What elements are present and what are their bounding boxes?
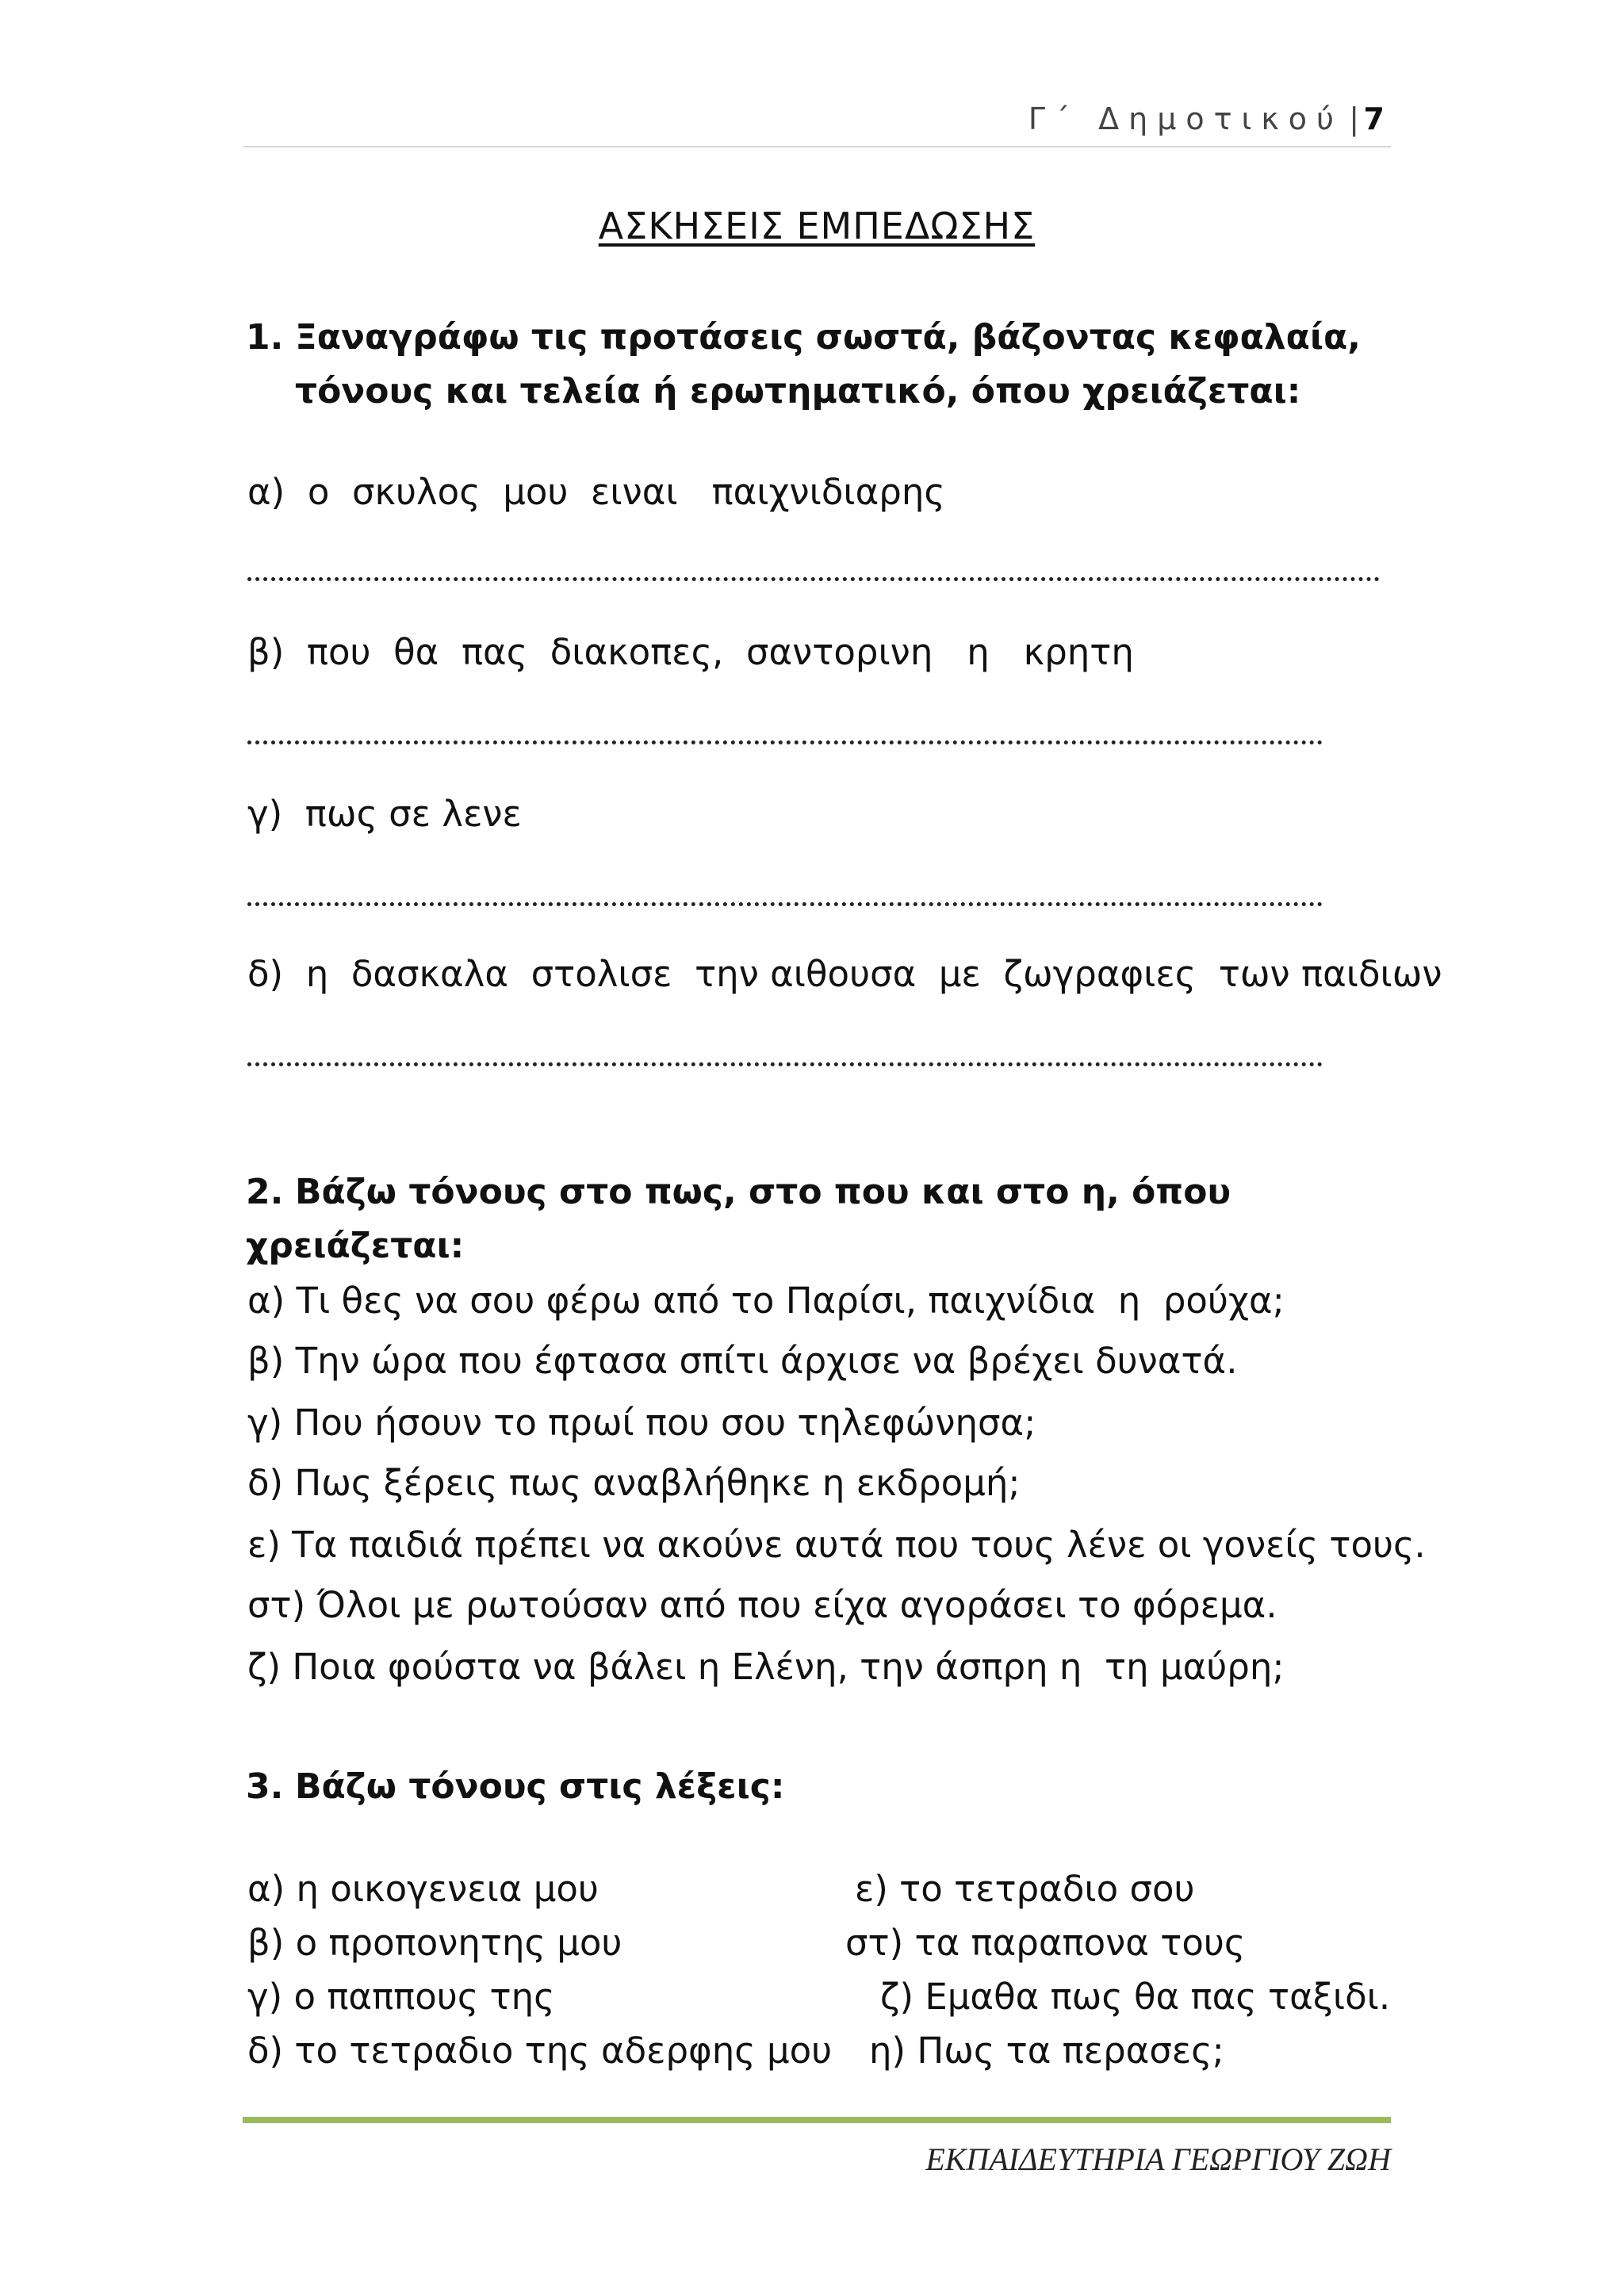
exercise-3-number: 3. <box>246 1766 284 1807</box>
exercise-1-instruction-continued <box>246 365 1388 419</box>
exercise-2-item: α) Τι θες να σου φέρω από το Παρίσι, παιχνίδια η ρούχα; <box>247 1280 1285 1322</box>
page-header <box>243 101 1391 147</box>
exercise-2-item: στ) Όλοι με ρωτούσαν από που είχα αγοράσει το φόρεμα. <box>247 1584 1277 1626</box>
exercise-3-instruction <box>246 1760 1388 1814</box>
exercise-3-left-item: α) η οικογενεια μου <box>247 1868 599 1910</box>
exercise-2-item: ζ) Ποια φούστα να βάλει η Ελένη, την άσπρη η τη μαύρη; <box>247 1646 1285 1688</box>
page-title: ΑΣΚΗΣΕΙΣ ΕΜΠΕΔΩΣΗΣ <box>598 205 1036 247</box>
footer-divider <box>243 2117 1391 2123</box>
exercise-1-item: γ) πως σε λενε <box>247 793 522 835</box>
header-separator: | <box>1349 101 1359 136</box>
grade-label: Γ΄ Δημοτικού <box>1028 101 1343 136</box>
exercise-3-instruction-text: Βάζω τόνους στις λέξεις: <box>295 1766 785 1807</box>
answer-line[interactable] <box>247 1062 1323 1066</box>
exercise-1-instruction-line-1: Ξαναγράφω τις προτάσεις σωστά, βάζοντας κεφαλαία, <box>295 317 1361 358</box>
exercise-1-item: α) ο σκυλος μου ειναι παιχνιδιαρης <box>247 471 945 513</box>
exercise-2-number: 2. <box>246 1172 284 1212</box>
exercise-3-left-item: β) ο προπονητης μου <box>247 1922 622 1964</box>
exercise-2-item: ε) Τα παιδιά πρέπει να ακούνε αυτά που τους λένε οι γονείς τους. <box>247 1524 1426 1566</box>
answer-line[interactable] <box>247 902 1323 906</box>
answer-line[interactable] <box>247 740 1323 744</box>
exercise-2-item: γ) Που ήσουν το πρωί που σου τηλεφώνησα; <box>247 1402 1036 1444</box>
exercise-3-right-item: στ) τα παραπονα τους <box>845 1922 1246 1964</box>
exercise-1-number: 1. <box>246 317 284 358</box>
exercise-3-left-item: γ) ο παππους της <box>247 1976 555 2018</box>
exercise-3-right-item: η) Πως τα περασες; <box>869 2030 1224 2072</box>
page-number: 7 <box>1363 101 1385 136</box>
exercise-2-item: β) Την ώρα που έφτασα σπίτι άρχισε να βρέχει δυνατά. <box>247 1340 1238 1382</box>
exercise-3-right-item: ζ) Εμαθα πως θα πας ταξιδι. <box>880 1976 1391 2018</box>
answer-line[interactable] <box>247 577 1380 581</box>
exercise-1-item: δ) η δασκαλα στολισε την αιθουσα με ζωγραφιες των παιδιων <box>247 953 1442 995</box>
exercise-2-instruction-text: Βάζω τόνους στο πως, στο που και στο η, όπου χρειάζεται: <box>246 1172 1231 1266</box>
exercise-1-instruction <box>246 311 1388 365</box>
exercise-2-instruction <box>246 1165 1388 1273</box>
exercise-2-item: δ) Πως ξέρεις πως αναβλήθηκε η εκδρομή; <box>247 1462 1021 1504</box>
exercise-1-instruction-line-2: τόνους και τελεία ή ερωτηματικό, όπου χρειάζεται: <box>295 371 1301 411</box>
exercise-3-right-item: ε) το τετραδιο σου <box>855 1868 1195 1910</box>
exercise-1-item: β) που θα πας διακοπες, σαντορινη η κρητη <box>247 631 1134 673</box>
exercise-3-left-item: δ) το τετραδιο της αδερφης μου <box>247 2030 833 2072</box>
footer-author: ΕΚΠΑΙΔΕΥΤΗΡΙΑ ΓΕΩΡΓΙΟΥ ΖΩΗ <box>925 2141 1391 2177</box>
